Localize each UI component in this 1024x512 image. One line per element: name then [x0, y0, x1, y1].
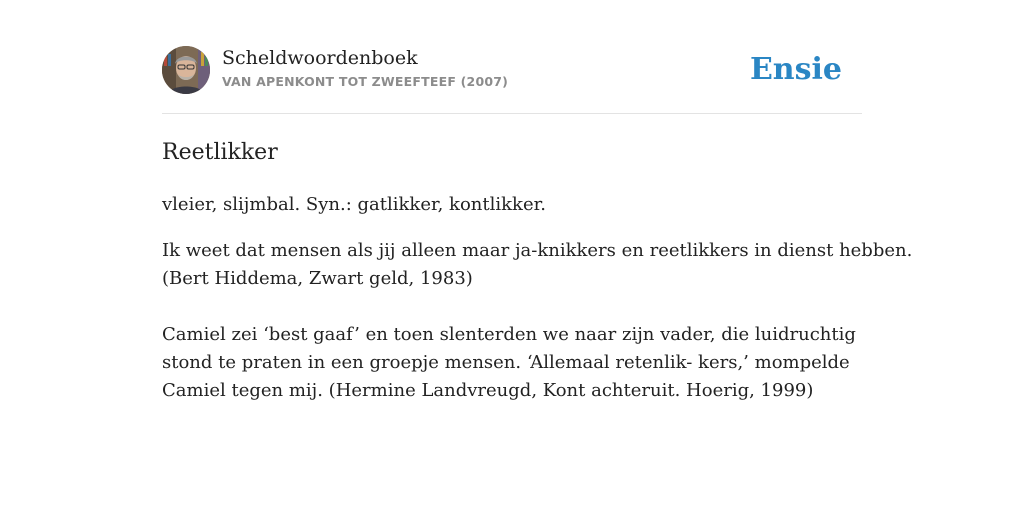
quote-line: Camiel tegen mij. (Hermine Landvreugd, Kont achteruit. Hoerig, 1999): [162, 380, 814, 401]
source-header: [162, 46, 862, 96]
entry-card: [162, 0, 913, 512]
quote-block: [162, 237, 913, 293]
entry-title: Reetlikker: [162, 140, 278, 165]
quote-line: Ik weet dat mensen als jij alleen maar ja-knikkers en reetlikkers in dienst hebben.: [162, 240, 913, 261]
author-portrait-icon: [162, 46, 210, 94]
quote-line: stond te praten in een groepje mensen. ‘Allemaal retenlik- kers,’ mompelde: [162, 352, 850, 373]
entry-definition: vleier, slijmbal. Syn.: gatlikker, kontlikker.: [162, 194, 546, 215]
ensie-logo[interactable]: Ensie: [749, 52, 842, 87]
author-avatar[interactable]: [162, 46, 210, 94]
quote-line: (Bert Hiddema, Zwart geld, 1983): [162, 268, 473, 289]
quote-line: Camiel zei ‘best gaaf’ en toen slenterden we naar zijn vader, die luidruchtig: [162, 324, 856, 345]
source-subtitle: VAN APENKONT TOT ZWEEFTEEF (2007): [222, 74, 509, 89]
quote-block: [162, 321, 862, 405]
source-title[interactable]: Scheldwoordenboek: [222, 47, 418, 69]
header-divider: [162, 113, 862, 114]
